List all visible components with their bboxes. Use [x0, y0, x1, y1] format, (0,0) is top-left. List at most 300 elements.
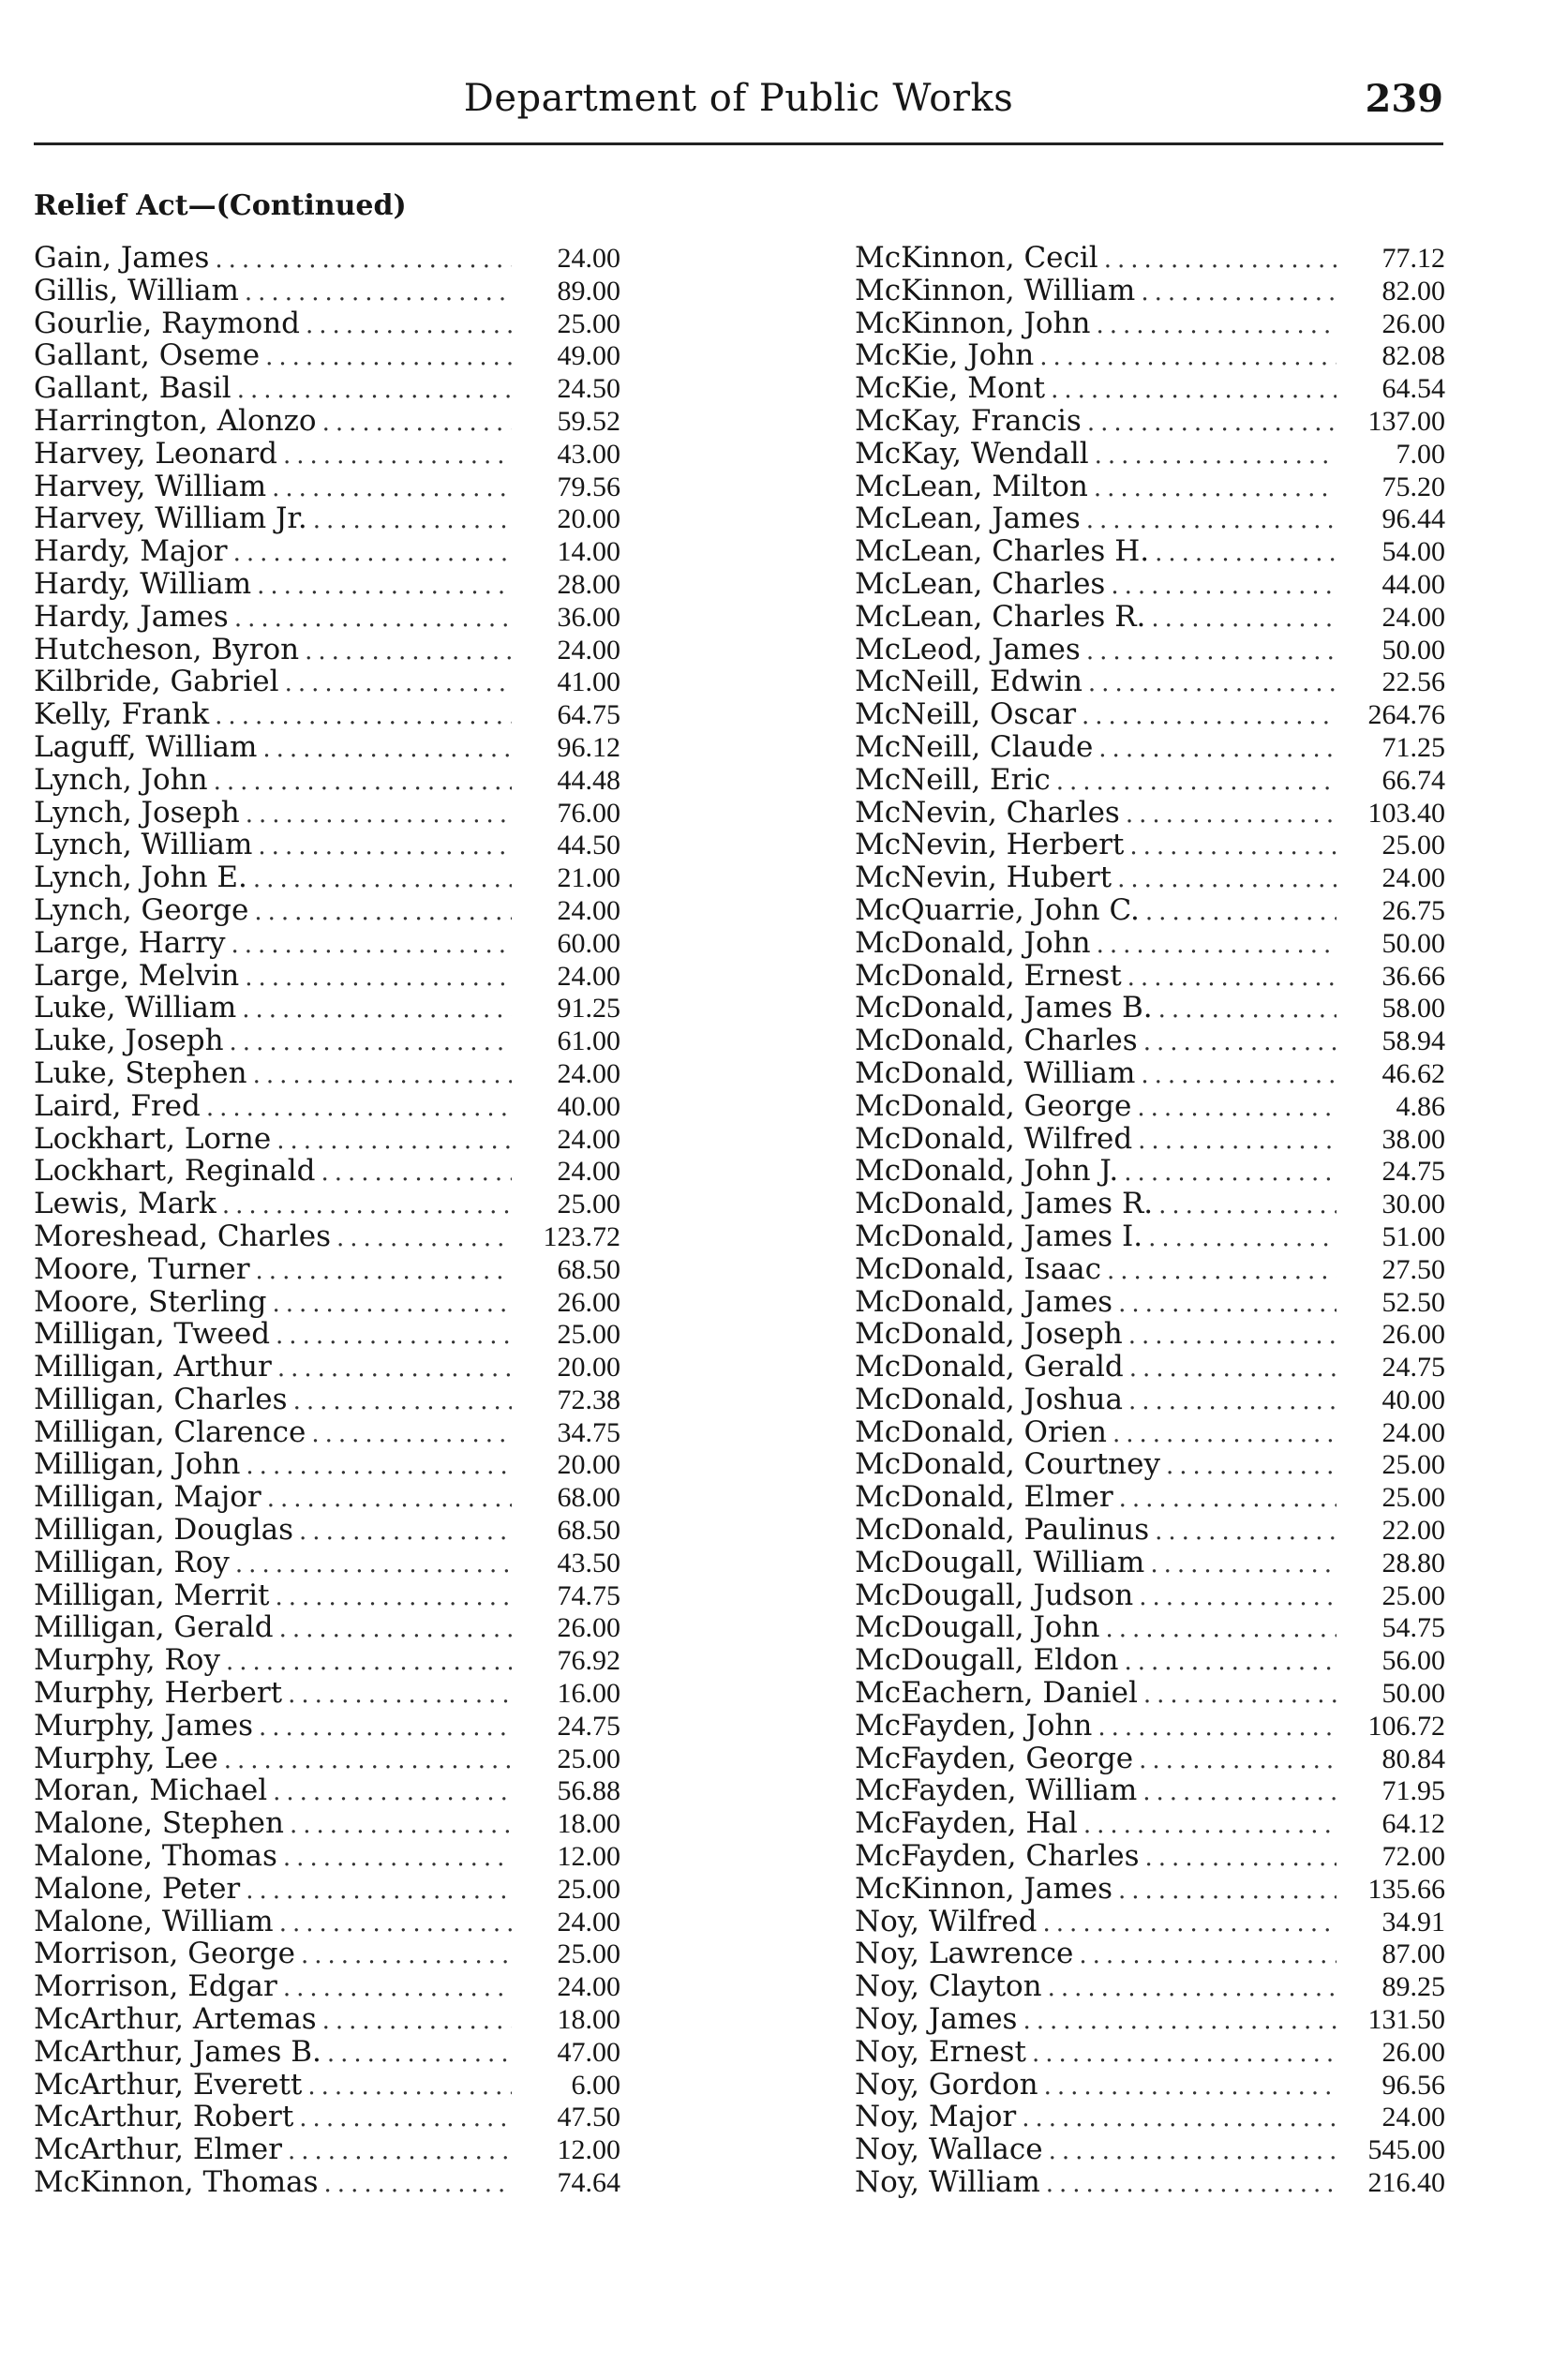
dot-leader	[273, 1776, 512, 1809]
entry-name: McNeill, Claude	[855, 729, 1094, 764]
dot-leader	[1051, 374, 1337, 407]
dot-leader	[1141, 1059, 1337, 1092]
list-item	[34, 1547, 620, 1579]
list-item	[855, 1644, 1445, 1677]
list-item	[855, 1220, 1445, 1253]
list-item	[34, 797, 620, 830]
list-item	[855, 1547, 1445, 1579]
entry-amount: 91.25	[557, 993, 620, 1025]
dot-leader	[1151, 603, 1337, 636]
list-item	[855, 797, 1445, 830]
entry-name: Harvey, Leonard	[34, 436, 278, 471]
entry-name: Malone, Thomas	[34, 1839, 277, 1874]
left-column	[34, 242, 620, 2199]
entry-amount: 82.00	[1381, 275, 1445, 307]
entry-amount: 43.00	[557, 438, 620, 470]
dot-leader	[1032, 2038, 1337, 2071]
list-item	[855, 307, 1445, 340]
entry-name: Morrison, George	[34, 1937, 295, 1971]
entry-amount: 24.00	[557, 894, 620, 926]
entry-name: Noy, William	[855, 2165, 1040, 2200]
list-item	[855, 2133, 1445, 2166]
entry-amount: 68.50	[557, 1515, 620, 1547]
entry-amount: 72.00	[1381, 1841, 1445, 1873]
entry-name: McNevin, Herbert	[855, 828, 1125, 862]
entry-amount: 18.00	[557, 1808, 620, 1840]
dot-leader	[257, 570, 512, 603]
list-item	[34, 307, 620, 340]
list-item	[855, 1481, 1445, 1514]
dot-leader	[1158, 994, 1337, 1026]
list-item	[855, 698, 1445, 731]
list-item	[855, 1840, 1445, 1873]
entry-amount: 24.00	[1381, 1416, 1445, 1448]
entry-name: Gallant, Oseme	[34, 338, 261, 373]
dot-leader	[1043, 1908, 1337, 1940]
entry-name: McDonald, William	[855, 1055, 1136, 1090]
dot-leader	[1128, 1320, 1337, 1353]
list-item	[34, 1644, 620, 1677]
dot-leader	[1048, 1972, 1337, 2005]
entry-name: McDonald, Paulinus	[855, 1513, 1150, 1548]
list-item	[34, 1774, 620, 1807]
list-item	[34, 1286, 620, 1319]
entry-name: McQuarrie, John C.	[855, 892, 1140, 927]
dot-leader	[1137, 1092, 1337, 1125]
list-item	[34, 502, 620, 535]
entry-amount: 16.00	[557, 1678, 620, 1710]
entry-amount: 545.00	[1367, 2134, 1445, 2166]
list-item	[855, 1025, 1445, 1057]
dot-leader	[1129, 1353, 1337, 1385]
list-item	[855, 1611, 1445, 1644]
dot-leader	[230, 1026, 512, 1059]
list-item	[34, 992, 620, 1025]
entry-amount: 74.75	[557, 1579, 620, 1611]
page-header	[34, 77, 1443, 133]
entry-amount: 14.00	[557, 536, 620, 568]
entry-name: McFayden, George	[855, 1741, 1134, 1775]
entry-name: McFayden, Hal	[855, 1806, 1078, 1841]
entry-amount: 4.86	[1396, 1090, 1445, 1122]
entry-name: McDonald, Wilfred	[855, 1121, 1133, 1156]
list-item	[855, 1710, 1445, 1743]
entry-name: McArthur, Artemas	[34, 2002, 317, 2037]
entry-amount: 25.00	[1381, 830, 1445, 861]
entry-name: McNeill, Oscar	[855, 697, 1077, 732]
list-item	[34, 1057, 620, 1090]
entry-amount: 66.74	[1381, 764, 1445, 796]
dot-leader	[1139, 1744, 1337, 1777]
list-item	[855, 1807, 1445, 1840]
entry-name: Lynch, John	[34, 762, 208, 797]
list-item	[34, 1090, 620, 1123]
entry-name: Malone, Peter	[34, 1871, 241, 1906]
entry-name: McFayden, Charles	[855, 1839, 1140, 1874]
list-item	[34, 1155, 620, 1188]
entry-name: McDonald, James	[855, 1284, 1113, 1319]
dot-leader	[1124, 1157, 1337, 1190]
dot-leader	[1023, 2005, 1337, 2038]
dot-leader	[279, 1613, 512, 1646]
list-item	[855, 2166, 1445, 2199]
entry-amount: 38.00	[1381, 1123, 1445, 1155]
entry-name: McArthur, Elmer	[34, 2132, 282, 2167]
dot-leader	[307, 2071, 512, 2103]
entry-name: McNeill, Edwin	[855, 665, 1083, 699]
dot-leader	[322, 407, 512, 440]
list-item	[34, 1710, 620, 1743]
entry-amount: 89.00	[557, 275, 620, 307]
list-item	[34, 1448, 620, 1481]
dot-leader	[301, 1939, 512, 1972]
entry-amount: 74.64	[557, 2167, 620, 2199]
entry-amount: 25.00	[1381, 1579, 1445, 1611]
dot-leader	[1094, 472, 1337, 505]
dot-leader	[265, 341, 512, 374]
entry-amount: 18.00	[557, 2004, 620, 2036]
dot-leader	[253, 1059, 512, 1092]
dot-leader	[1049, 2135, 1337, 2168]
list-item	[34, 405, 620, 438]
list-item	[34, 601, 620, 634]
dot-leader	[293, 1385, 512, 1418]
entry-amount: 26.00	[1381, 2036, 1445, 2068]
list-item	[34, 2036, 620, 2069]
entry-name: Murphy, Roy	[34, 1643, 220, 1678]
dot-leader	[1150, 1549, 1337, 1581]
entry-amount: 216.40	[1367, 2167, 1445, 2199]
entry-name: Hardy, James	[34, 599, 229, 634]
dot-leader	[246, 1875, 512, 1908]
list-item	[34, 1318, 620, 1351]
entry-name: McLean, James	[855, 501, 1081, 536]
list-item	[34, 2166, 620, 2199]
dot-leader	[272, 1288, 512, 1321]
entry-name: Noy, James	[855, 2002, 1018, 2037]
entry-name: Moore, Sterling	[34, 1284, 267, 1319]
dot-leader	[254, 896, 512, 929]
dot-leader	[305, 636, 512, 668]
entry-name: Luke, Stephen	[34, 1055, 247, 1090]
dot-leader	[277, 1353, 512, 1385]
page-title: Department of Public Works	[463, 77, 1014, 120]
entry-amount: 52.50	[1381, 1286, 1445, 1318]
list-item	[855, 1774, 1445, 1807]
entry-amount: 25.00	[1381, 1482, 1445, 1514]
entry-amount: 24.00	[557, 1057, 620, 1089]
dot-leader	[311, 1418, 512, 1451]
entry-name: McDougall, John	[855, 1610, 1100, 1645]
entry-name: McDonald, Courtney	[855, 1447, 1160, 1482]
entry-amount: 24.00	[557, 634, 620, 666]
entry-name: Milligan, Major	[34, 1480, 261, 1515]
entry-name: McLeod, James	[855, 632, 1081, 666]
list-item	[855, 1514, 1445, 1547]
entry-amount: 87.00	[1381, 1938, 1445, 1970]
entry-name: Lockhart, Lorne	[34, 1121, 272, 1156]
list-item	[34, 731, 620, 764]
entry-name: Harvey, William	[34, 469, 267, 503]
list-item	[34, 1743, 620, 1775]
dot-leader	[246, 799, 512, 831]
entry-name: McDonald, Joshua	[855, 1382, 1123, 1416]
entry-amount: 27.50	[1381, 1253, 1445, 1285]
dot-leader	[279, 1908, 512, 1940]
list-item	[855, 1188, 1445, 1220]
entry-name: Milligan, John	[34, 1447, 241, 1482]
entry-name: Laguff, William	[34, 729, 258, 764]
dot-leader	[1118, 1875, 1337, 1908]
entry-name: Lockhart, Reginald	[34, 1154, 316, 1189]
entry-name: Gain, James	[34, 241, 210, 275]
list-item	[855, 1384, 1445, 1416]
entry-amount: 24.00	[1381, 862, 1445, 894]
entry-amount: 49.00	[557, 340, 620, 372]
entry-name: Milligan, Arthur	[34, 1350, 272, 1384]
list-item	[34, 829, 620, 861]
dot-leader	[1139, 1581, 1337, 1614]
entry-name: Lynch, Joseph	[34, 795, 240, 830]
entry-name: Milligan, Douglas	[34, 1513, 294, 1548]
entry-amount: 7.00	[1396, 438, 1445, 470]
entry-name: Malone, Stephen	[34, 1806, 284, 1841]
entry-amount: 135.66	[1367, 1873, 1445, 1905]
dot-leader	[259, 1712, 512, 1744]
dot-leader	[285, 667, 512, 700]
entry-amount: 76.92	[557, 1645, 620, 1677]
entry-name: McKay, Francis	[855, 403, 1082, 438]
list-item	[34, 1481, 620, 1514]
dot-leader	[322, 2005, 512, 2038]
entry-name: McDougall, William	[855, 1545, 1145, 1579]
page-number: 239	[1365, 77, 1443, 121]
entry-amount: 89.25	[1381, 1971, 1445, 2003]
entry-amount: 68.00	[557, 1482, 620, 1514]
entry-amount: 79.56	[557, 471, 620, 502]
entry-amount: 50.00	[1381, 1678, 1445, 1710]
entry-name: McDonald, John J.	[855, 1154, 1119, 1189]
entry-amount: 28.00	[557, 568, 620, 600]
list-item	[34, 1938, 620, 1970]
entry-amount: 51.00	[1381, 1220, 1445, 1252]
list-item	[855, 960, 1445, 993]
entry-name: McFayden, William	[855, 1773, 1138, 1808]
dot-leader	[1117, 863, 1337, 896]
entry-amount: 26.00	[1381, 1319, 1445, 1351]
dot-leader	[1128, 1385, 1337, 1418]
entry-amount: 44.00	[1381, 568, 1445, 600]
dot-leader	[1096, 309, 1337, 342]
dot-leader	[283, 1972, 512, 2005]
dot-leader	[276, 1581, 513, 1614]
entry-name: Gillis, William	[34, 273, 239, 307]
entry-amount: 26.75	[1381, 894, 1445, 926]
entry-name: Hardy, Major	[34, 534, 228, 569]
list-item	[34, 535, 620, 568]
dot-leader	[1113, 1418, 1337, 1451]
list-item	[34, 2069, 620, 2102]
entry-name: Lynch, John E.	[34, 860, 247, 895]
entry-name: Noy, Wallace	[855, 2132, 1043, 2167]
entry-name: McArthur, Robert	[34, 2100, 294, 2134]
list-item	[34, 568, 620, 601]
list-item	[855, 1286, 1445, 1319]
entry-name: McLean, Milton	[855, 469, 1088, 503]
dot-leader	[1022, 2102, 1337, 2135]
entry-name: McKinnon, Cecil	[855, 241, 1098, 275]
list-item	[855, 2101, 1445, 2133]
entry-name: McDonald, Isaac	[855, 1251, 1102, 1286]
entry-amount: 12.00	[557, 1841, 620, 1873]
dot-leader	[276, 1320, 512, 1353]
dot-leader	[215, 244, 512, 277]
entry-name: Morrison, Edgar	[34, 1969, 277, 2004]
entry-name: McKinnon, William	[855, 273, 1136, 307]
list-item	[855, 1155, 1445, 1188]
dot-leader	[1155, 1516, 1337, 1549]
entry-amount: 20.00	[557, 1352, 620, 1384]
list-item	[34, 2101, 620, 2133]
list-item	[855, 1253, 1445, 1286]
list-item	[34, 698, 620, 731]
dot-leader	[1098, 1712, 1337, 1744]
entry-amount: 123.72	[543, 1220, 620, 1252]
entry-amount: 36.00	[557, 601, 620, 633]
list-item	[855, 1090, 1445, 1123]
list-item	[34, 1220, 620, 1253]
list-item	[855, 1579, 1445, 1612]
list-item	[855, 502, 1445, 535]
dot-leader	[1138, 1125, 1337, 1158]
entry-amount: 25.00	[557, 307, 620, 339]
list-item	[855, 1318, 1445, 1351]
dot-leader	[1107, 1255, 1337, 1288]
entry-name: Lewis, Mark	[34, 1187, 217, 1221]
dot-leader	[1143, 1026, 1337, 1059]
entry-amount: 64.12	[1381, 1808, 1445, 1840]
list-item	[34, 1123, 620, 1156]
entry-amount: 58.00	[1381, 993, 1445, 1025]
entry-name: Harrington, Alonzo	[34, 403, 317, 438]
list-item	[34, 960, 620, 993]
entry-name: Gallant, Basil	[34, 371, 231, 406]
entry-amount: 103.40	[1367, 797, 1445, 829]
entry-name: Noy, Lawrence	[855, 1937, 1074, 1971]
dot-leader	[262, 733, 512, 766]
dot-leader	[1166, 1450, 1337, 1483]
entry-amount: 26.00	[557, 1286, 620, 1318]
list-item	[855, 242, 1445, 275]
entry-name: Luke, Joseph	[34, 1024, 224, 1058]
entry-name: Moore, Turner	[34, 1251, 250, 1286]
entry-name: McDonald, Orien	[855, 1414, 1107, 1449]
entry-name: McDonald, Ernest	[855, 958, 1122, 993]
dot-leader	[1145, 1842, 1337, 1875]
dot-leader	[1039, 341, 1337, 374]
entry-amount: 77.12	[1381, 243, 1445, 274]
entry-amount: 50.00	[1381, 634, 1445, 666]
entry-amount: 20.00	[557, 503, 620, 535]
dot-leader	[336, 1222, 512, 1255]
list-item	[855, 1743, 1445, 1775]
list-item	[34, 1579, 620, 1612]
entry-name: McDonald, George	[855, 1088, 1132, 1123]
entry-amount: 25.00	[557, 1873, 620, 1905]
entry-name: McKinnon, Thomas	[34, 2165, 319, 2200]
dot-leader	[321, 1157, 512, 1190]
dot-leader	[1124, 1646, 1337, 1679]
list-item	[34, 1253, 620, 1286]
dot-leader	[299, 1516, 512, 1549]
entry-amount: 24.00	[1381, 2102, 1445, 2133]
dot-leader	[1044, 2071, 1337, 2103]
entry-name: McKie, Mont	[855, 371, 1046, 406]
list-item	[34, 1970, 620, 2003]
dot-leader	[288, 1679, 512, 1712]
entry-name: McDonald, James R.	[855, 1187, 1154, 1221]
dot-leader	[1118, 1288, 1337, 1321]
list-item	[34, 1611, 620, 1644]
list-item	[34, 1384, 620, 1416]
right-column	[855, 242, 1445, 2199]
dot-leader	[1126, 799, 1337, 831]
entry-name: McKay, Wendall	[855, 436, 1089, 471]
entry-amount: 56.00	[1381, 1645, 1445, 1677]
entry-name: McKinnon, John	[855, 306, 1091, 340]
entry-name: Hutcheson, Byron	[34, 632, 300, 666]
entry-amount: 60.00	[557, 927, 620, 959]
entry-amount: 24.00	[557, 1906, 620, 1938]
dot-leader	[224, 1744, 512, 1777]
entry-amount: 24.00	[557, 960, 620, 992]
entry-amount: 36.66	[1381, 960, 1445, 992]
dot-leader	[1104, 244, 1337, 277]
entry-name: McDonald, James B.	[855, 991, 1153, 1025]
entry-amount: 34.91	[1381, 1906, 1445, 1938]
list-item	[855, 535, 1445, 568]
entry-amount: 41.00	[557, 666, 620, 698]
entry-name: Noy, Clayton	[855, 1969, 1042, 2004]
list-item	[34, 1677, 620, 1710]
dot-leader	[288, 2135, 512, 2168]
entry-amount: 24.75	[1381, 1352, 1445, 1384]
list-item	[34, 471, 620, 503]
entry-amount: 43.50	[557, 1547, 620, 1579]
list-item	[34, 894, 620, 927]
entry-amount: 40.00	[1381, 1384, 1445, 1415]
entry-amount: 61.00	[557, 1025, 620, 1057]
entry-amount: 80.84	[1381, 1743, 1445, 1774]
entry-name: Lynch, William	[34, 828, 253, 862]
entry-name: Milligan, Clarence	[34, 1414, 306, 1449]
entry-amount: 44.48	[557, 764, 620, 796]
entry-amount: 26.00	[557, 1612, 620, 1644]
entry-name: Large, Melvin	[34, 958, 240, 993]
entry-name: Murphy, Herbert	[34, 1676, 283, 1711]
dot-leader	[1111, 570, 1337, 603]
list-item	[855, 894, 1445, 927]
list-item	[34, 1873, 620, 1906]
entry-amount: 24.00	[557, 1971, 620, 2003]
list-item	[855, 471, 1445, 503]
list-item	[855, 1970, 1445, 2003]
entry-amount: 137.00	[1367, 405, 1445, 437]
list-item	[855, 339, 1445, 372]
entry-name: Hardy, William	[34, 566, 252, 601]
list-item	[34, 1906, 620, 1938]
entry-name: Murphy, James	[34, 1708, 253, 1743]
